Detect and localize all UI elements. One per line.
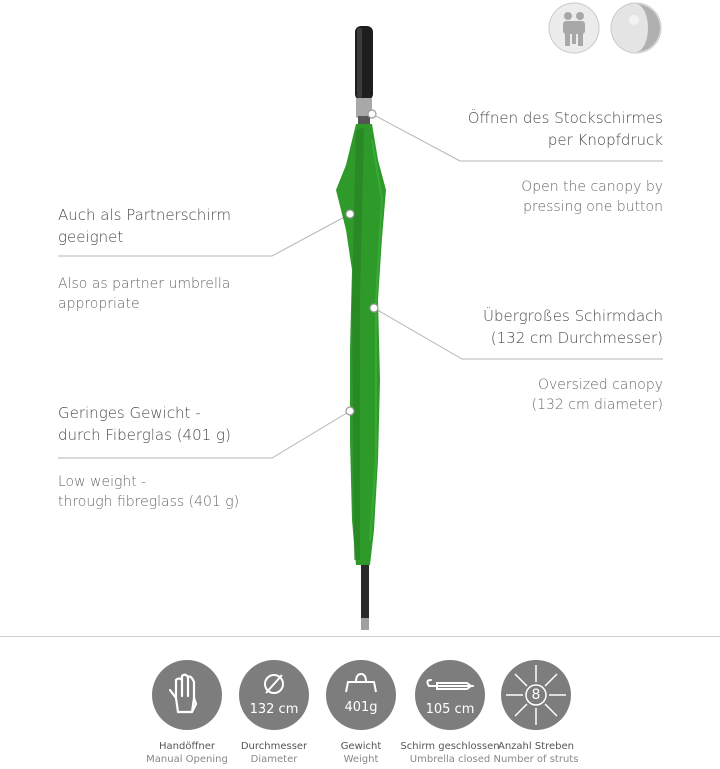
diameter-icon [239, 660, 309, 730]
opening-en-line1: Open the canopy by [521, 179, 663, 195]
partner-en-line2: appropriate [58, 296, 140, 312]
weight-de-line2: durch Fiberglas (401 g) [58, 426, 231, 444]
feature-weight [311, 660, 411, 766]
canopy-en-line2: (132 cm diameter) [531, 397, 663, 413]
opening-de-line2: per Knopfdruck [547, 131, 663, 149]
annotation-opening [403, 107, 663, 217]
feature-label-en: Diameter [250, 754, 298, 765]
annotation-partner [58, 204, 318, 314]
feature-label-de: Gewicht [340, 741, 382, 752]
weight-de-line1: Geringes Gewicht - [58, 404, 201, 422]
feature-label-en: Umbrella closed [409, 754, 491, 765]
partner-en-line1: Also as partner umbrella [58, 276, 231, 292]
feature-label-de: Durchmesser [240, 741, 308, 752]
canopy-de-line1: Übergroßes Schirmdach [482, 307, 663, 325]
annotation-canopy [403, 305, 663, 415]
feature-label-en: Number of struts [493, 754, 579, 765]
struts-value: 8 [531, 687, 541, 703]
partner-de-line2: geeignet [58, 228, 124, 246]
feature-label-de: Schirm geschlossen [400, 741, 500, 752]
weight-value: 401g [344, 700, 378, 715]
hand-icon [152, 660, 222, 730]
feature-manual-opening [137, 660, 237, 766]
weight-en-line1: Low weight - [58, 474, 147, 490]
feature-label-en: Weight [343, 754, 379, 765]
opening-en-line2: pressing one button [523, 199, 663, 215]
opening-de-line1: Öffnen des Stockschirmes [467, 109, 663, 127]
weight-icon [326, 660, 396, 730]
closed-length-value: 105 cm [425, 702, 475, 717]
canopy-en-line1: Oversized canopy [537, 377, 663, 393]
closed-umbrella-icon [415, 660, 485, 730]
annotation-weight [58, 402, 318, 512]
weight-en-line2: through fibreglass (401 g) [58, 494, 240, 510]
feature-struts [486, 660, 586, 766]
feature-label-en: Manual Opening [146, 754, 228, 765]
partner-de-line1: Auch als Partnerschirm [58, 206, 231, 224]
canopy-de-line2: (132 cm Durchmesser) [490, 329, 663, 347]
feature-diameter [224, 660, 324, 766]
feature-closed-length [400, 660, 500, 766]
feature-label-de: Anzahl Streben [497, 741, 574, 752]
feature-label-de: Handöffner [159, 741, 215, 752]
diameter-value: 132 cm [249, 702, 299, 717]
divider [0, 636, 720, 637]
